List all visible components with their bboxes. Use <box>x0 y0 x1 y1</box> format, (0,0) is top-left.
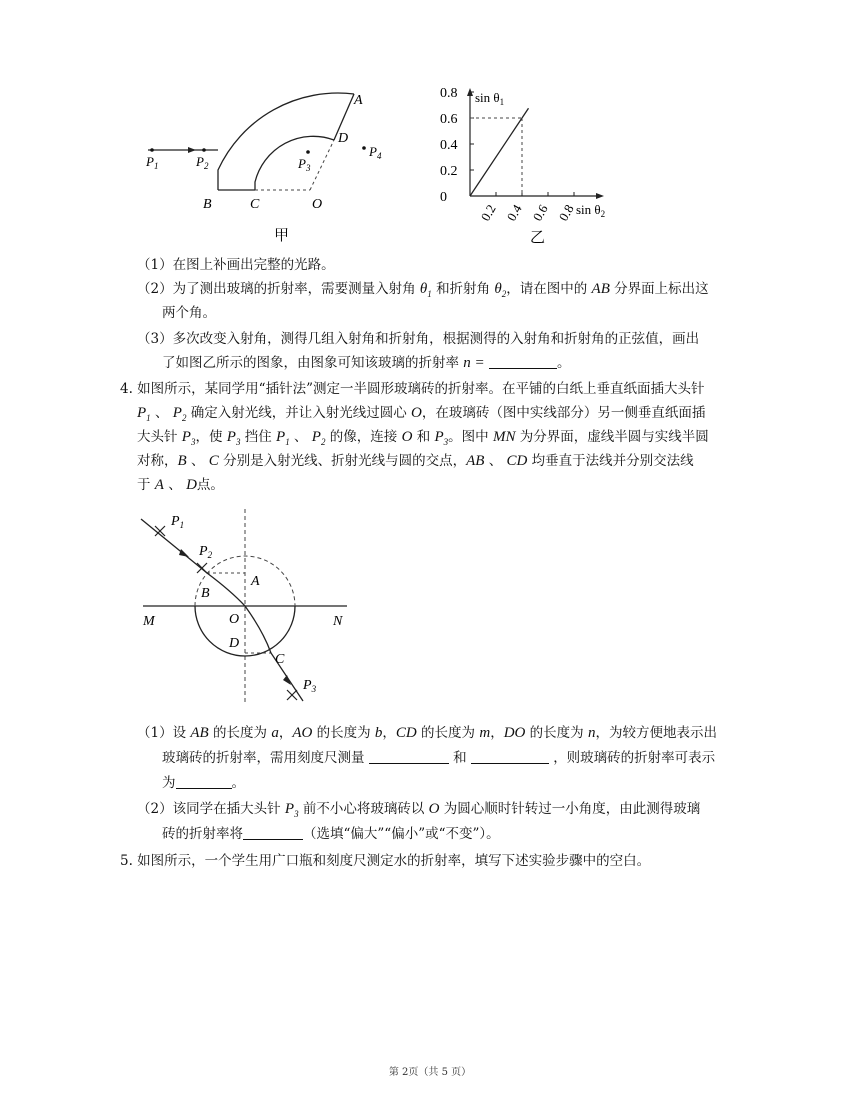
page-footer: 第 2页（共 5 页） <box>388 1067 472 1078</box>
q3-sub2-text-a: （2）为了测出玻璃的折射率，需要测量入射角 <box>137 281 416 297</box>
q3-sub2-line1 <box>137 278 709 305</box>
n-equals: n = <box>463 355 485 371</box>
y-tick-label: 0 <box>440 190 447 205</box>
fig-label-P2: $P_2$ <box>199 544 213 560</box>
y-tick-label: 0.4 <box>440 138 458 153</box>
pin-P1 <box>150 148 154 152</box>
q4-line1: 4. 如图所示，某同学用“插针法”测定一半圆形玻璃砖的折射率。在平铺的白纸上垂直纸面插大头针 <box>120 381 705 397</box>
answer-blank-error[interactable] <box>243 825 303 840</box>
q4-sub2-line1: （2）该同学在插大头针 $P_3$ 前不小心将玻璃砖以 O 为圆心顺时针转过一小角度，由此测得玻璃 <box>137 801 701 819</box>
fig-label-N: N <box>333 614 343 629</box>
q3-sub3-line1: （3）多次改变入射角，测得几组入射角和折射角，根据测得的入射角和折射角的正弦值，画出 <box>137 331 700 347</box>
label-D: D <box>338 131 349 146</box>
q4-sub1-line2: 玻璃砖的折射率，需用刻度尺测量 和 ，则玻璃砖的折射率可表示 <box>162 750 716 766</box>
light-path <box>141 519 303 701</box>
arrow-incident <box>179 549 189 557</box>
q3-sub2-line2: 两个角。 <box>162 305 216 321</box>
pin-P3 <box>306 150 310 154</box>
y-tick-label: 0.8 <box>440 86 458 101</box>
answer-blank-measure-2[interactable] <box>471 749 549 764</box>
x-tick-label: 0.6 <box>529 201 551 224</box>
q4-line4: 对称，B 、 C 分别是入射光线、折射光线与圆的交点，AB 、 CD 均垂直于法线并分别交法线 <box>137 453 694 469</box>
label-B: B <box>203 197 212 212</box>
answer-blank-index[interactable] <box>176 774 232 789</box>
label-P4: $P_4$ <box>369 144 382 161</box>
symbol-AB: AB <box>591 281 610 297</box>
q4-sub1-line3: 为 。 <box>162 775 245 791</box>
q4-line3: 大头针 $P_3$，使 $P_3$ 挡住 $P_1$ 、 $P_2$ 的像，连接 O 和 $P_3$。图中 MN 为分界面，虚线半圆与实线半圆 <box>137 429 709 447</box>
q4-line5: 于 A 、 D点。 <box>137 477 224 493</box>
answer-blank-measure-1[interactable] <box>369 749 449 764</box>
answer-blank-n[interactable] <box>489 354 557 369</box>
theta2: $\theta_2$ <box>494 281 507 299</box>
y-axis-title: $\sin \theta_1$ <box>475 90 505 107</box>
q3-sub1: （1）在图上补画出完整的光路。 <box>137 257 335 273</box>
y-tick-label: 0.6 <box>440 112 458 127</box>
pin-P2-cross <box>197 563 207 573</box>
glass-inner-boundary <box>255 136 334 190</box>
fig-label-P1: $P_1$ <box>171 514 185 530</box>
q3-sub2-text-c: ，请在图中的 <box>506 281 588 297</box>
x-axis-title: $\sin \theta_2$ <box>576 202 606 219</box>
ray-arrow <box>188 147 196 153</box>
label-yi: 乙 <box>530 230 546 246</box>
pin-P4 <box>362 146 366 150</box>
chart-yi <box>430 80 630 250</box>
q4-sub2-line2: 砖的折射率将 （选填“偏大”“偏小”或“不变”）。 <box>162 826 500 842</box>
fig-label-O: O <box>229 612 240 627</box>
glass-outer-boundary <box>218 93 354 190</box>
figure-jia <box>130 80 430 250</box>
q3-sub3-line2: 了如图乙所示的图象，由图象可知该玻璃的折射率 n = 。 <box>162 355 571 371</box>
figure-semicircle <box>135 505 365 715</box>
label-O: O <box>312 197 323 212</box>
pin-P2 <box>202 148 206 152</box>
fig-label-P3: $P_3$ <box>303 678 317 694</box>
label-jia: 甲 <box>274 228 290 244</box>
fig-label-A: A <box>251 574 260 589</box>
label-P1: $P_1$ <box>146 154 159 171</box>
q3-sub2-text-b: 和折射角 <box>436 281 491 297</box>
x-tick-label: 0.8 <box>555 201 577 224</box>
q4-sub1-line1: （1）设 AB 的长度为 a，AO 的长度为 b，CD 的长度为 m，DO 的长度为 n，为较方便地表示出 <box>137 725 717 741</box>
label-P2: $P_2$ <box>196 154 209 171</box>
theta1: $\theta_1$ <box>419 281 432 299</box>
arrow-refracted <box>283 675 291 685</box>
fig-label-B: B <box>201 586 210 601</box>
fig-label-D: D <box>229 636 240 651</box>
x-tick-label: 0.4 <box>503 201 525 224</box>
q5-line1: 5. 如图所示，一个学生用广口瓶和刻度尺测定水的折射率，填写下述实验步骤中的空白。 <box>120 853 651 869</box>
label-C: C <box>250 197 260 212</box>
label-P3: $P_3$ <box>298 156 311 173</box>
series-line <box>470 118 522 196</box>
series-line-extension <box>522 108 529 118</box>
x-tick-label: 0.2 <box>477 201 499 224</box>
fig-label-M: M <box>143 614 155 629</box>
pin-P3-cross <box>287 690 297 700</box>
dashed-OD <box>310 140 334 190</box>
x-axis-arrow <box>596 193 604 199</box>
q3-sub2-text-d: 分界面上标出这 <box>614 281 709 297</box>
q3-sub3-text: 了如图乙所示的图象，由图象可知该玻璃的折射率 <box>162 355 459 371</box>
q4-line2: $P_1$ 、 $P_2$ 确定入射光线，并让入射光线过圆心 O，在玻璃砖（图中实线部分）另一侧垂直纸面插 <box>137 405 706 423</box>
fig-label-C: C <box>275 652 285 667</box>
label-A: A <box>354 93 363 108</box>
y-tick-label: 0.2 <box>440 164 458 179</box>
